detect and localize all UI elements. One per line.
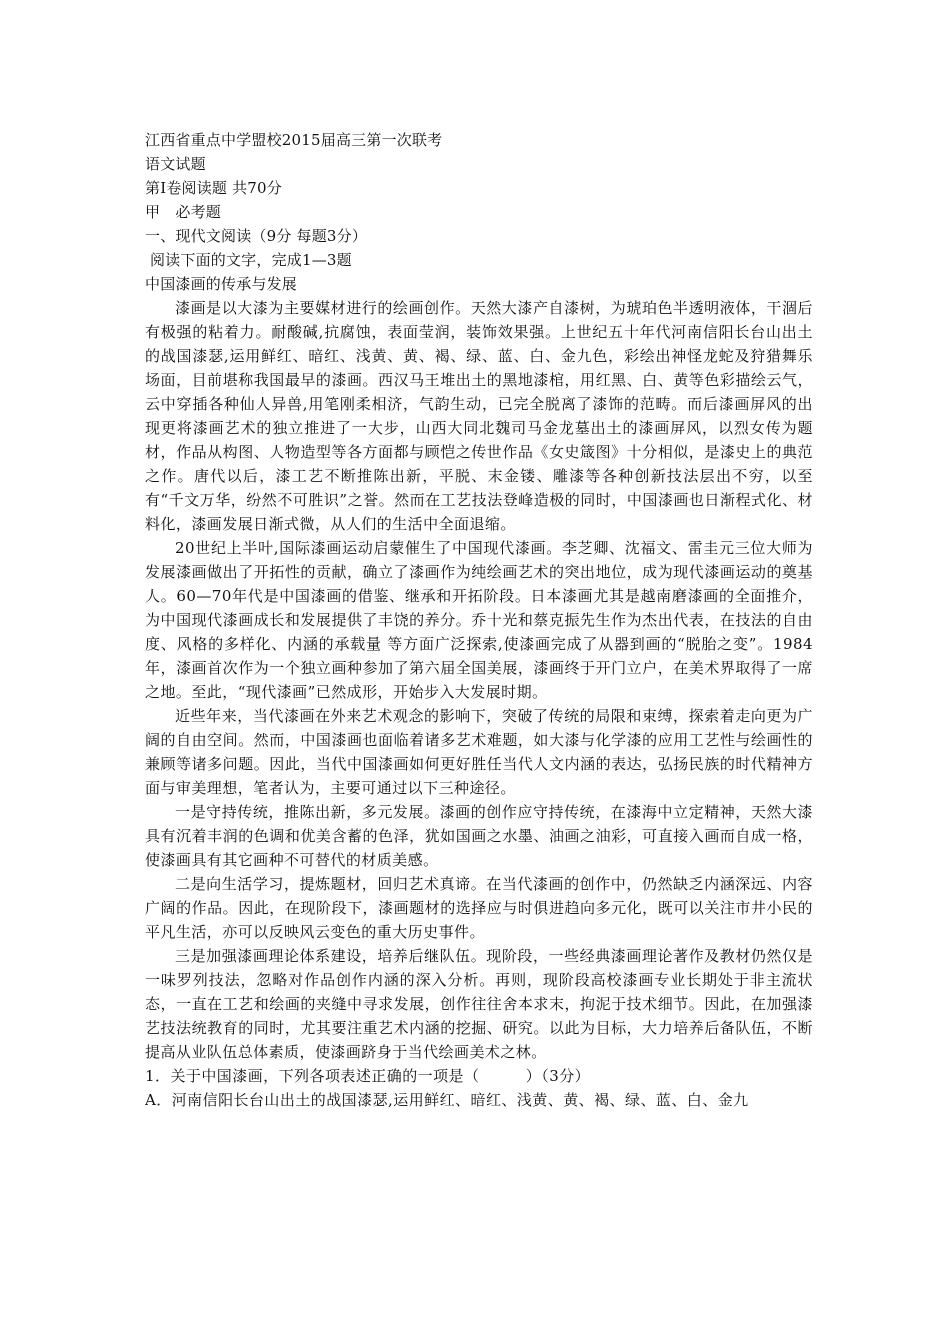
section-modern-reading-heading: 一、现代文阅读（9分 每题3分） [145, 227, 368, 245]
question-1-option-a: A．河南信阳长台山出土的战国漆瑟,运用鲜红、暗红、浅黄、黄、褐、绿、蓝、白、金九 [145, 1091, 749, 1109]
article-title: 中国漆画的传承与发展 [145, 275, 298, 293]
exam-school-title: 江西省重点中学盟校2015届高三第一次联考 [145, 131, 443, 149]
exam-subject: 语文试题 [145, 155, 206, 173]
article-paragraph-6: 三是加强漆画理论体系建设，培养后继队伍。现阶段，一些经典漆画理论著作及教材仍然仅是一味罗列技法，忽略对作品创作内涵的深入分析。再则，现阶段高校漆画专业长期处于非主流状态，一直在工艺和绘画的夹缝中寻求发展，创作往往舍本求末，拘泥于技术细节。因此，在加强漆艺技法统教育的同时，尤其要注重艺术内涵的挖掘、研究。以此为目标，大力培养后备队伍，不断提高从业队伍总体素质，使漆画跻身于当代绘画美术之林。 [145, 947, 813, 1061]
exam-page [145, 128, 813, 1112]
article-paragraph-5: 二是向生活学习，提炼题材，回归艺术真谛。在当代漆画的创作中，仍然缺乏内涵深远、内容广阔的作品。因此，在现阶段下，漆画题材的选择应与时俱进趋向多元化，既可以关注市井小民的平凡生活，亦可以反映风云变色的重大历史事件。 [145, 875, 813, 941]
question-1: 1．关于中国漆画，下列各项表述正确的一项是（ ）（3分） [145, 1067, 591, 1085]
section-required-heading: 甲 必考题 [145, 203, 222, 221]
reading-instruction: 阅读下面的文字，完成1—3题 [145, 251, 352, 269]
article-paragraph-4: 一是守持传统，推陈出新，多元发展。漆画的创作应守持传统，在漆海中立定精神，天然大漆具有沉着丰润的色调和优美含蓄的色泽，犹如国画之水墨、油画之油彩，可直接入画而自成一格，使漆画具有其它画种不可替代的材质美感。 [145, 803, 813, 869]
article-paragraph-1: 漆画是以大漆为主要媒材进行的绘画创作。天然大漆产自漆树，为琥珀色半透明液体，干涸后有极强的粘着力。耐酸碱,抗腐蚀，表面莹润，装饰效果强。上世纪五十年代河南信阳长台山出土的战国漆瑟,运用鲜红、暗红、浅黄、黄、褐、绿、蓝、白、金九色，彩绘出神怪龙蛇及狩猎舞乐场面，目前堪称我国最早的漆画。西汉马王堆出土的黑地漆棺，用红黑、白、黄等色彩描绘云气，云中穿插各种仙人异兽,用笔刚柔相济，气韵生动，已完全脱离了漆饰的范畴。而后漆画屏风的出现更将漆画艺术的独立推进了一大步，山西大同北魏司马金龙墓出土的漆画屏风，以烈女传为题材，作品从构图、人物造型等各方面都与顾恺之传世作品《女史箴图》十分相似，是漆史上的典范之作。唐代以后，漆工艺不断推陈出新，平脱、末金镂、雕漆等各种创新技法层出不穷，以至有“千文万华，纷然不可胜识”之誉。然而在工艺技法登峰造极的同时，中国漆画也日渐程式化、材料化，漆画发展日渐式微，从人们的生活中全面退缩。 [145, 299, 813, 533]
exam-part-heading: 第Ⅰ卷阅读题 共70分 [145, 179, 282, 197]
article-paragraph-3: 近些年来，当代漆画在外来艺术观念的影响下，突破了传统的局限和束缚，探索着走向更为广阔的自由空间。然而，中国漆画也面临着诸多艺术难题，如大漆与化学漆的应用工艺性与绘画性的兼顾等诸多问题。因此，当代中国漆画如何更好胜任当代人文内涵的表达，弘扬民族的时代精神方面与审美理想，笔者认为，主要可通过以下三种途径。 [145, 707, 813, 797]
article-paragraph-2: 20世纪上半叶,国际漆画运动启蒙催生了中国现代漆画。李芝卿、沈福文、雷圭元三位大师为发展漆画做出了开拓性的贡献，确立了漆画作为纯绘画艺术的突出地位，成为现代漆画运动的奠基人。60—70年代是中国漆画的借鉴、继承和开拓阶段。日本漆画尤其是越南磨漆画的全面推介，为中国现代漆画成长和发展提供了丰饶的养分。乔十光和蔡克振先生作为杰出代表，在技法的自由度、风格的多样化、内涵的承载量 等方面广泛探索,使漆画完成了从器到画的“脱胎之变”。1984年，漆画首次作为一个独立画种参加了第六届全国美展，漆画终于开门立户，在美术界取得了一席之地。至此，“现代漆画”已然成形，开始步入大发展时期。 [145, 539, 813, 701]
